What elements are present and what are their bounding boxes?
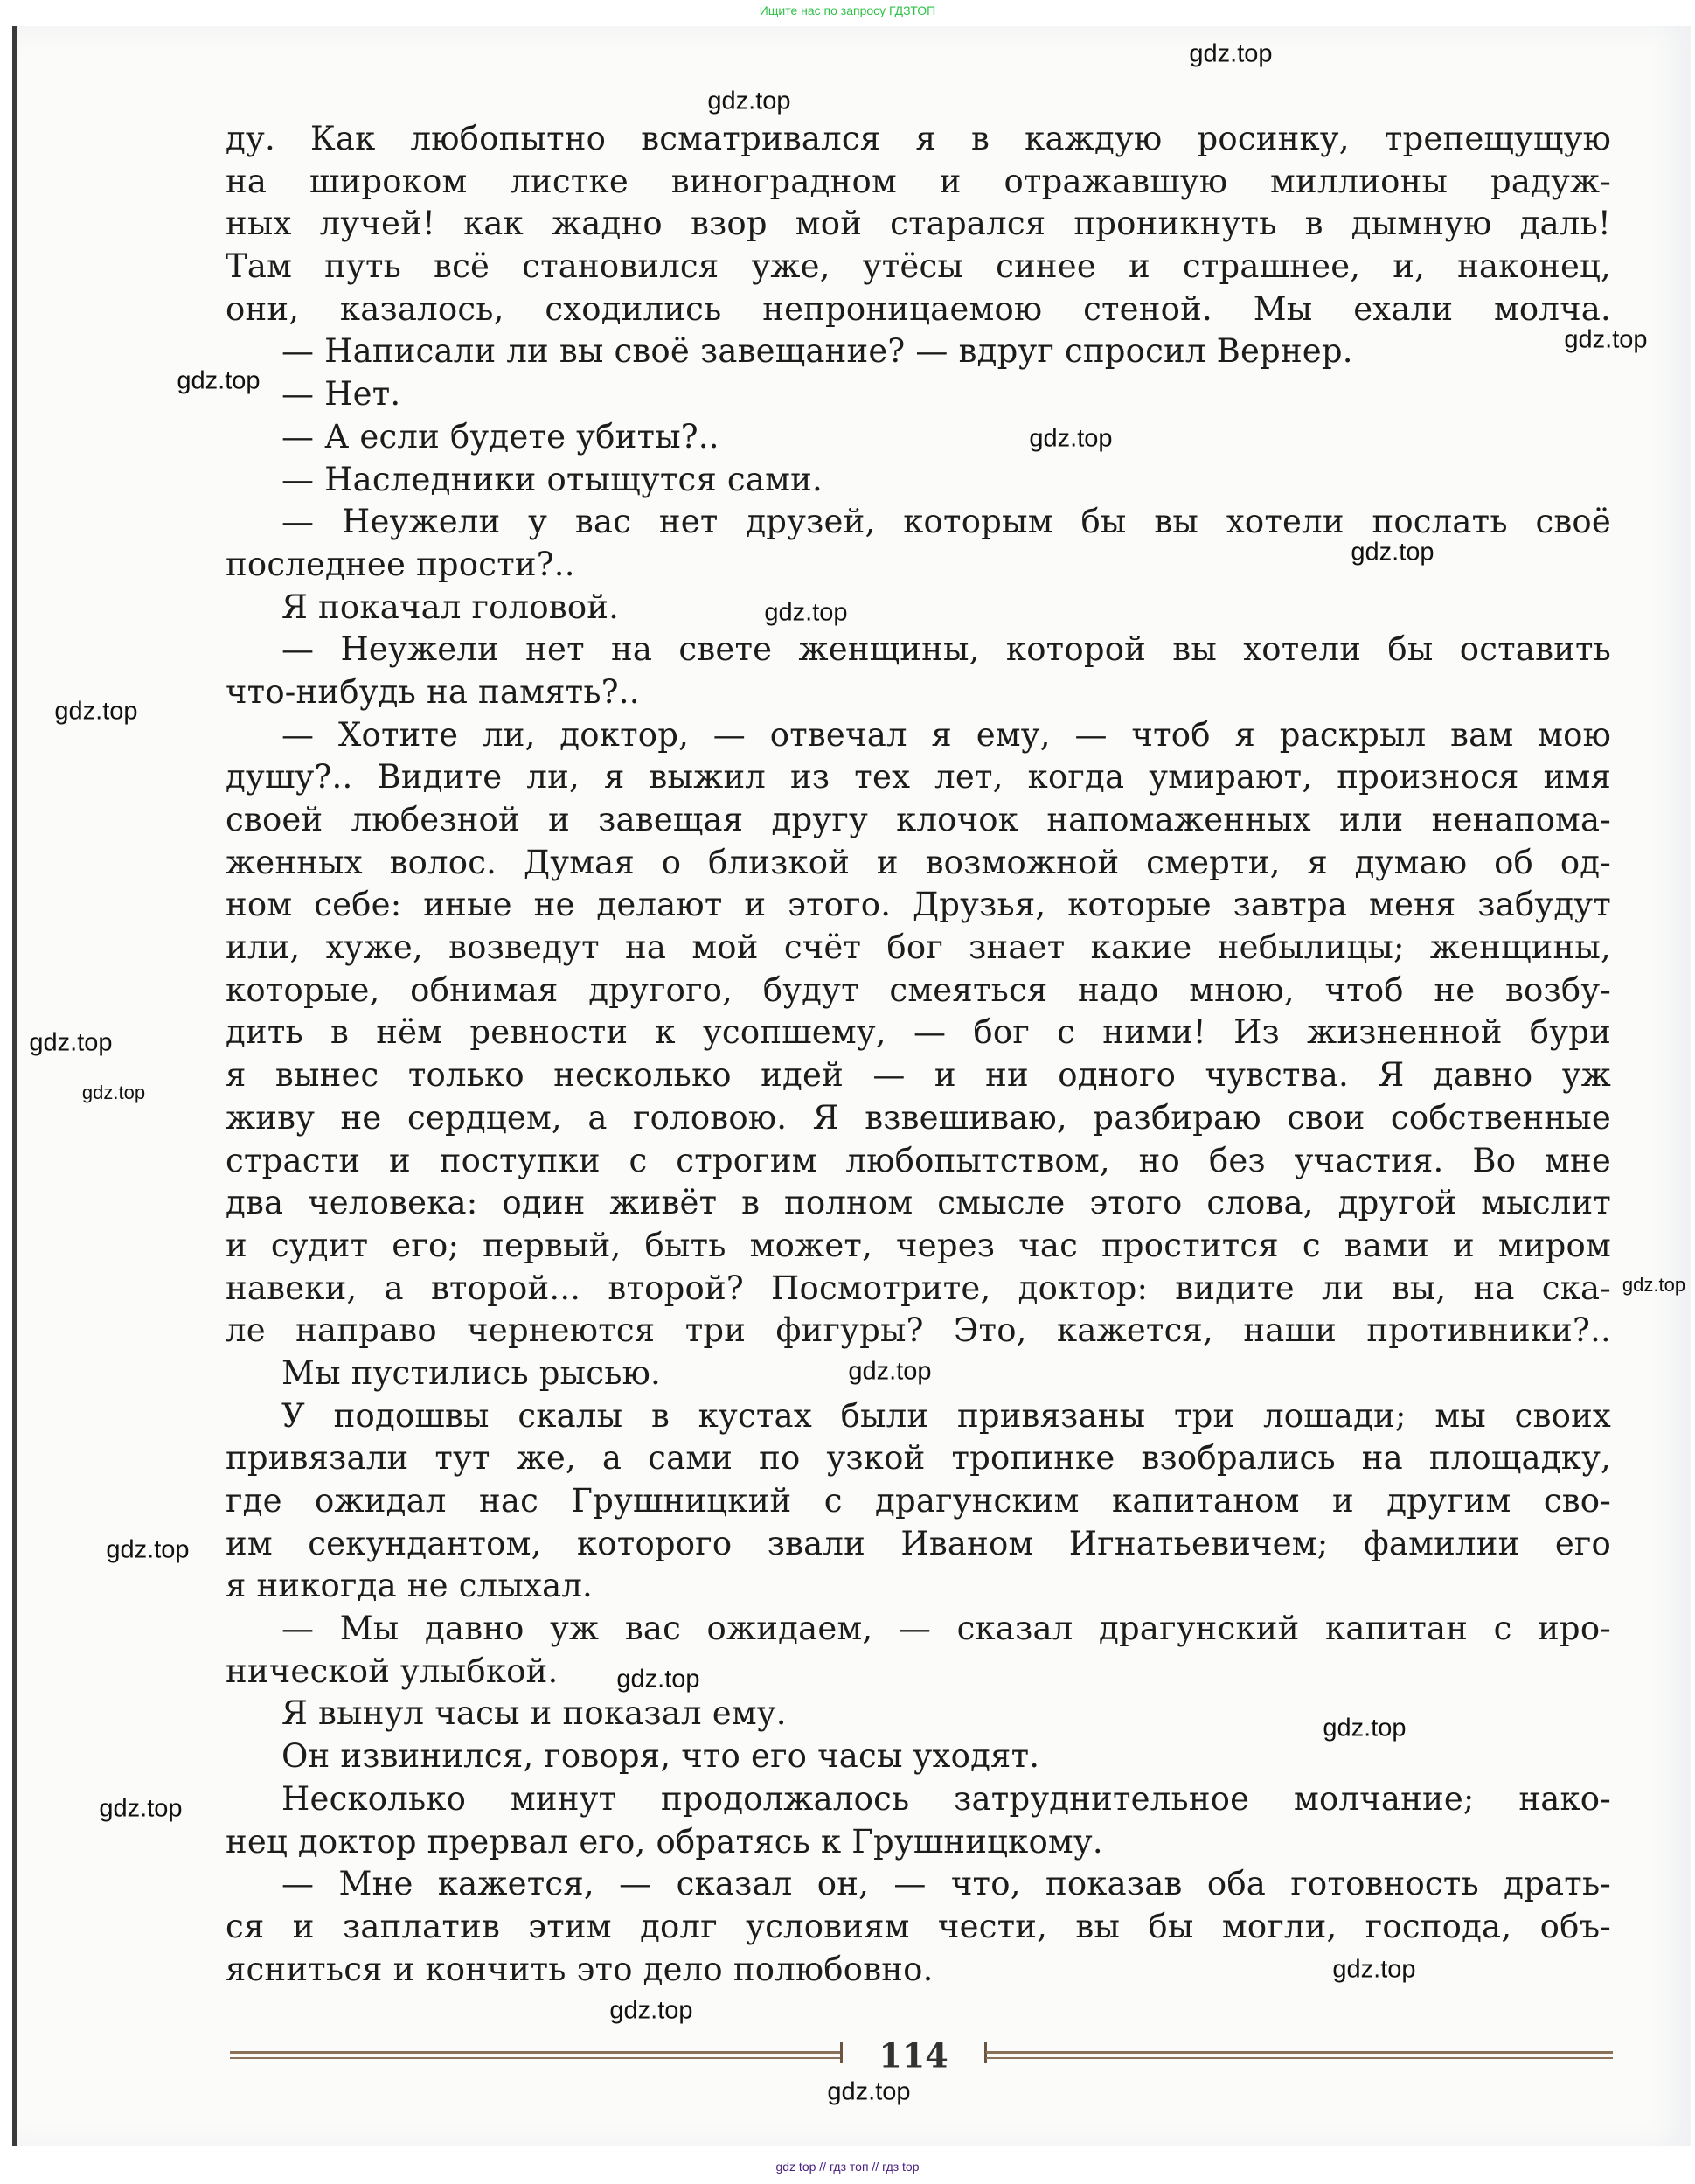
text-line: — Неужели нет на свете женщины, которой вы хотели бы оставить [281,630,1611,669]
watermark: gdz.top [1351,538,1434,567]
text-line: что-нибудь на память?.. [226,672,640,711]
text-line: или, хуже, возведут на мой счёт бог знает какие небылицы; женщины, [226,929,1611,967]
search-hint-banner[interactable]: Ищите нас по запросу ГДЗТОП [759,3,936,17]
text-line: Мы пустились рысью. [281,1353,661,1392]
text-line: У подошвы скалы в кустах были привязаны три лошади; мы своих [281,1396,1611,1435]
text-line: я вынес только несколько идей — и ни одного чувства. Я давно уж [226,1056,1611,1095]
text-line: два человека: один живёт в полном смысле этого слова, другой мыслит [226,1184,1611,1222]
watermark: gdz.top [29,1028,113,1057]
watermark: gdz.top [609,1996,693,2025]
text-line: ном себе: иные не делают и этого. Друзья, которые завтра меня забудут [226,886,1611,924]
text-line: женных волос. Думая о близкой и возможной смерти, я думаю об од- [226,843,1611,881]
text-line: ся и заплатив этим долг условиям чести, вы бы могли, господа, объ- [226,1907,1611,1945]
text-line: ду. Как любопытно всматривался я в каждую росинку, трепещущую [226,120,1611,157]
text-line: — Наследники отыщутся сами. [281,460,823,498]
text-line: живу не сердцем, а головою. Я взвешиваю, разбираю свои собственные [226,1098,1611,1137]
watermark: gdz.top [827,2077,911,2106]
watermark: gdz.top [106,1535,190,1564]
page-number: 114 [879,2035,948,2076]
text-line: ных лучей! как жадно взор мой старался проникнуть в дымную даль! [226,205,1611,243]
text-line: Там путь всё становился уже, утёсы синее и страшнее, и, наконец, [226,247,1611,286]
text-line: душу?.. Видите ли, я выжил из тех лет, когда умирают, произнося имя [226,758,1611,796]
text-line: Он извинился, говоря, что его часы уходят. [281,1737,1040,1776]
watermark: gdz.top [1564,325,1648,354]
text-line: Я вынул часы и показал ему. [281,1694,787,1733]
text-line: страсти и поступки с строгим любопытством, но без участия. Во мне [226,1141,1611,1179]
watermark: gdz.top [764,598,848,627]
text-line: которые, обнимая другого, будут смеяться надо мною, чтоб не возбу- [226,970,1611,1009]
text-line: на широком листке виноградном и отражавшую миллионы радуж- [226,162,1611,200]
text-line: своей любезной и завещая другу клочок напомаженных или ненапома- [226,801,1611,838]
text-line: ле направо чернеются три фигуры? Это, кажется, наши противники?.. [226,1311,1611,1350]
text-line: им секундантом, которого звали Иваном Игнатьевичем; фамилии его [226,1524,1611,1562]
footer-links[interactable]: gdz top // гдз топ // гдз top [775,2160,920,2174]
text-line: они, казалось, сходились непроницаемою стеной. Мы ехали молча. [226,289,1611,328]
text-line: и судит его; первый, быть может, через час простится с вами и миром [226,1226,1611,1264]
watermark: gdz.top [707,87,791,115]
watermark: gdz.top [848,1357,932,1386]
text-line: нец доктор прервал его, обратясь к Грушницкому. [226,1822,1103,1861]
watermark: gdz.top [1323,1714,1407,1742]
watermark: gdz.top [1029,424,1113,453]
text-line: — Хотите ли, доктор, — отвечал я ему, — чтоб я раскрыл вам мою [281,715,1611,754]
text-line: — Неужели у вас нет друзей, которым бы вы хотели послать своё [281,503,1611,541]
text-line: — Нет. [281,375,401,414]
watermark: gdz.top [54,697,138,726]
footer-rule-left [230,2051,840,2059]
text-line: привязали тут же, а сами по узкой тропинке взобрались на площадку, [226,1439,1611,1478]
text-line: Я покачал головой. [281,588,620,626]
text-line: я никогда не слыхал. [226,1567,593,1605]
text-line: где ожидал нас Грушницкий с драгунским капитаном и другим сво- [226,1482,1611,1520]
text-line: — Мы давно уж вас ожидаем, — сказал драгунский капитан с иро- [281,1610,1611,1648]
text-line: нической улыбкой. [226,1652,559,1690]
watermark: gdz.top [1622,1274,1686,1296]
watermark: gdz.top [1189,39,1273,68]
footer-rule-left-cap [840,2042,843,2063]
text-line: — Мне кажется, — сказал он, — что, показав оба готовность драть- [281,1865,1611,1903]
watermark: gdz.top [177,366,261,395]
text-line: дить в нём ревности к усопшему, — бог с ними! Из жизненной бури [226,1013,1611,1052]
watermark: gdz.top [81,1082,146,1103]
watermark: gdz.top [1332,1955,1416,1984]
text-line: Несколько минут продолжалось затруднительное молчание; нако- [281,1779,1611,1818]
text-line: последнее прости?.. [226,545,575,583]
watermark: gdz.top [99,1794,183,1823]
text-line: — Написали ли вы своё завещание? — вдруг спросил Вернер. [281,332,1353,371]
text-line: ясниться и кончить это дело полюбовно. [226,1950,934,1988]
watermark: gdz.top [616,1665,700,1694]
page-body-text [226,118,1611,1991]
text-line: — А если будете убиты?.. [281,417,719,456]
text-line: навеки, а второй... второй? Посмотрите, доктор: видите ли вы, на ска- [226,1269,1611,1307]
footer-rule-right [986,2051,1613,2059]
